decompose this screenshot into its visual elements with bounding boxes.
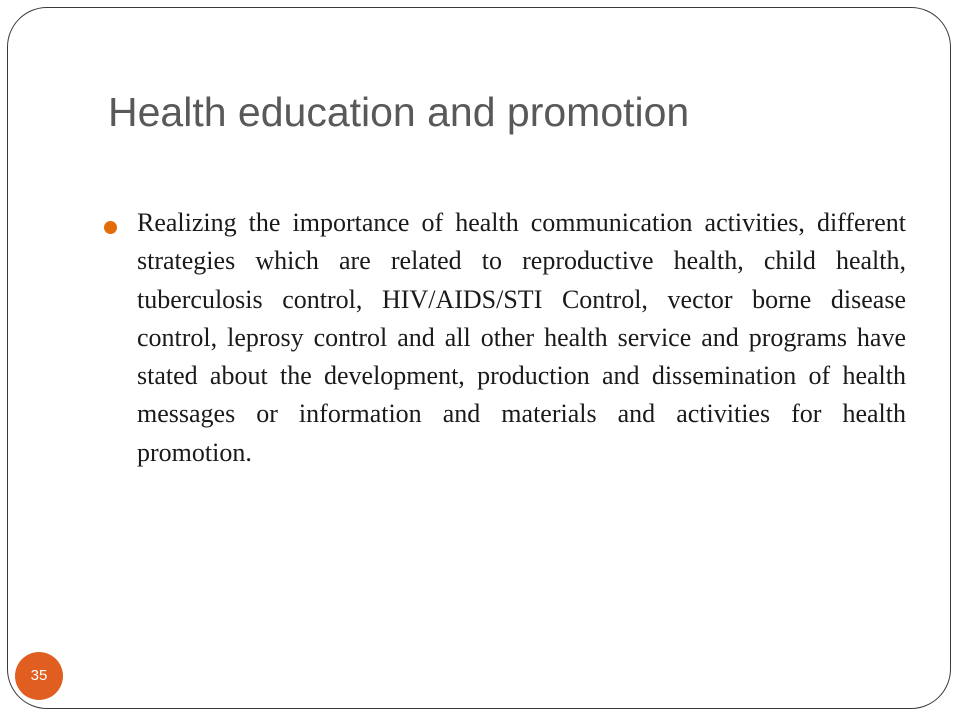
bullet-item: [103, 204, 906, 472]
bullet-dot-icon: [104, 221, 117, 234]
bullet-list: [103, 204, 906, 472]
slide-title: Health education and promotion: [108, 89, 690, 135]
bullet-text: Realizing the importance of health communication activities, different strategies which are related to reproductive health, child health, tuberculosis control, HIV/AIDS/STI Control, vector borne disease control, leprosy control and all other health service and programs have stated about the development, production and dissemination of health messages or information and materials and activities for health promotion.: [137, 208, 906, 467]
page-number-badge: 35: [15, 652, 63, 700]
